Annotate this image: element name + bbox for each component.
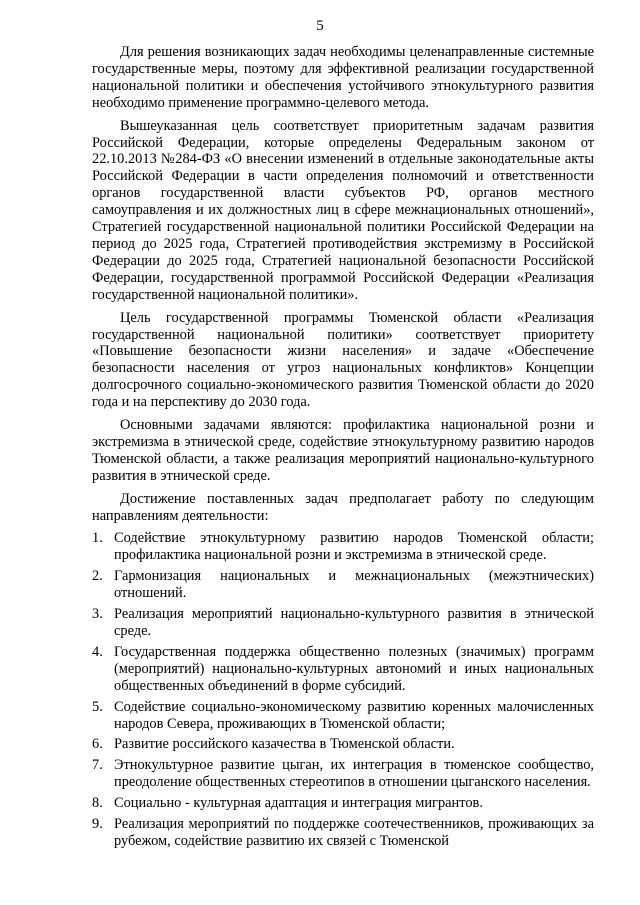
list-item-text: Этнокультурное развитие цыган, их интеграция в тюменское сообщество, преодоление общественных стереотипов в отношении цыганского населения. xyxy=(114,757,594,791)
paragraph: Вышеуказанная цель соответствует приоритетным задачам развития Российской Федерации, которые определены Федеральным законом от 22.10.2013 №284-ФЗ «О внесении изменений в отдельные законодательные акты Российской Федерации в части определения полномочий и ответственности органов государственной власти субъектов РФ, органов местного самоуправления и их должностных лиц в сфере межнациональных отношений», Стратегией государственной национальной политики Российской Федерации на период до 2025 года, Стратегией противодействия экстремизму в Российской Федерации до 2025 года, Стратегией национальной безопасности Российской Федерации, государственной программой Российской Федерации «Реализация государственной национальной политики». xyxy=(92,117,594,303)
list-item xyxy=(92,644,594,695)
list-item-text: Развитие российского казачества в Тюменской области. xyxy=(114,736,455,753)
list-item-text: Государственная поддержка общественно полезных (значимых) программ (мероприятий) национально-культурных автономий и иных национальных общественных объединений в форме субсидий. xyxy=(114,643,594,694)
list-item xyxy=(92,736,594,753)
list-item-text: Реализация мероприятий национально-культурного развития в этнической среде. xyxy=(114,606,594,639)
list-item-text: Социально - культурная адаптация и интеграция мигрантов. xyxy=(114,795,483,812)
directions-list xyxy=(92,530,594,849)
list-item-number: 4. xyxy=(92,643,103,660)
paragraph: Достижение поставленных задач предполагает работу по следующим направлениям деятельности: xyxy=(92,490,594,524)
list-item-text: Содействие социально-экономическому развитию коренных малочисленных народов Севера, проживающих в Тюменской области; xyxy=(114,698,594,732)
list-item xyxy=(92,530,594,564)
paragraph: Цель государственной программы Тюменской области «Реализация государственной национальной политики» соответствует приоритету «Повышение безопасности жизни населения» и задаче «Обеспечение безопасности населения от угроз национальных конфликтов» Концепции долгосрочного социально-экономического развития Тюменской области до 2020 года и на перспективу до 2030 года. xyxy=(92,309,594,411)
list-item-number: 7. xyxy=(92,757,103,774)
paragraph: Для решения возникающих задач необходимы целенаправленные системные государственные меры, поэтому для эффективной реализации государственной национальной политики и обеспечения устойчивого этнокультурного развития необходимо применение программно-целевого метода. xyxy=(92,44,594,111)
list-item-text: Реализация мероприятий по поддержке соотечественников, проживающих за рубежом, содействие развитию их связей с Тюменской xyxy=(114,816,594,849)
list-item-number: 9. xyxy=(92,816,103,833)
list-item-text: Гармонизация национальных и межнациональных (межэтнических) отношений. xyxy=(114,568,594,602)
list-item xyxy=(92,699,594,733)
list-item-number: 2. xyxy=(92,568,103,585)
list-item-number: 1. xyxy=(92,530,103,547)
list-item-text: Содействие этнокультурному развитию народов Тюменской области; профилактика национальной розни и экстремизма в этнической среде. xyxy=(114,530,594,564)
list-item xyxy=(92,606,594,640)
list-item-number: 6. xyxy=(92,736,103,753)
page-number: 5 xyxy=(316,18,324,34)
list-item-number: 8. xyxy=(92,795,103,812)
list-item xyxy=(92,795,594,812)
document-body xyxy=(92,44,594,854)
list-item xyxy=(92,757,594,791)
list-item-number: 5. xyxy=(92,698,103,715)
list-item xyxy=(92,816,594,850)
list-item xyxy=(92,568,594,602)
list-item-number: 3. xyxy=(92,606,103,623)
paragraph: Основными задачами являются: профилактика национальной розни и экстремизма в этнической среде, содействие этнокультурному развитию народов Тюменской области, а также реализация мероприятий национально-культурного развития в этнической среде. xyxy=(92,417,594,484)
